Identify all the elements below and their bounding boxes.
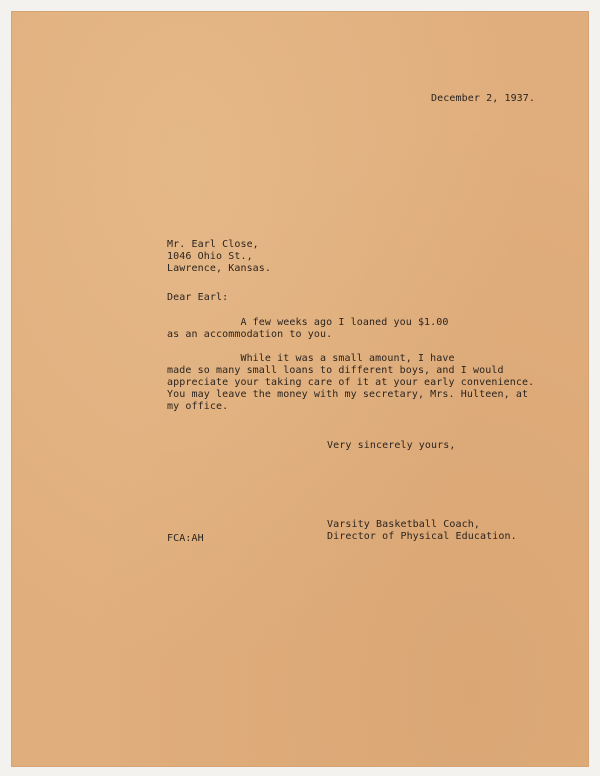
reference-initials: FCA:AH xyxy=(167,533,204,544)
address-line: Mr. Earl Close, xyxy=(167,239,259,250)
body-line: my office. xyxy=(167,401,229,412)
address-line: Lawrence, Kansas. xyxy=(167,263,272,274)
signature-line: Varsity Basketball Coach, xyxy=(327,519,481,530)
letter-page xyxy=(12,12,588,766)
body-line: A few weeks ago I loaned you $1.00 xyxy=(167,317,449,328)
body-line: made so many small loans to different boys, and I would xyxy=(167,365,504,376)
body-line: While it was a small amount, I have xyxy=(167,353,455,364)
signature-line: Director of Physical Education. xyxy=(327,531,517,542)
recipient-address xyxy=(167,239,271,275)
address-line: 1046 Ohio St., xyxy=(167,251,253,262)
salutation: Dear Earl: xyxy=(167,292,229,303)
complimentary-close: Very sincerely yours, xyxy=(327,440,456,451)
body-line: appreciate your taking care of it at your early convenience. xyxy=(167,377,535,388)
body-line: You may leave the money with my secretary, Mrs. Hulteen, at xyxy=(167,389,529,400)
signature-block xyxy=(327,519,517,543)
body-line: as an accommodation to you. xyxy=(167,329,333,340)
letter-body xyxy=(167,317,534,413)
letter-date: December 2, 1937. xyxy=(431,93,536,104)
